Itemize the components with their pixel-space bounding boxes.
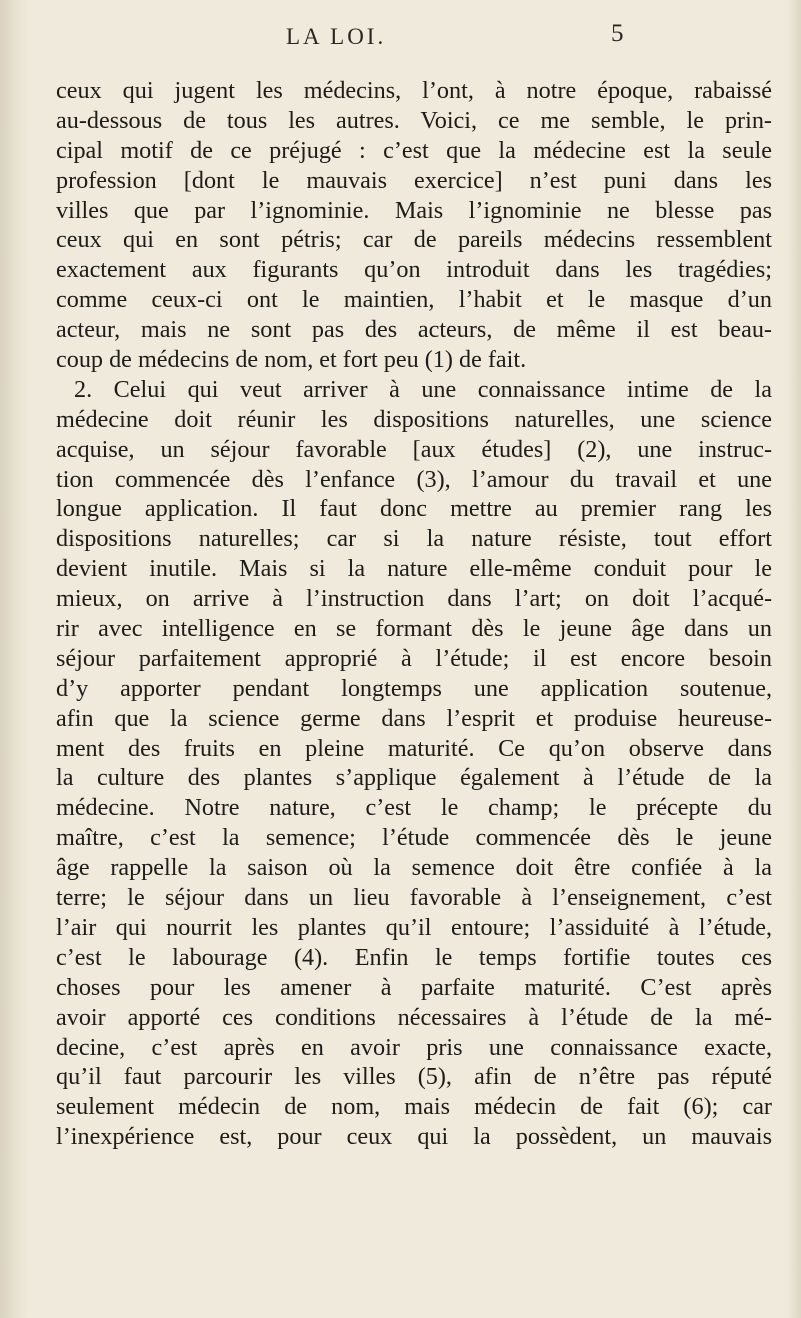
text-line: l’inexpérience est, pour ceux qui la possèdent, un mauvais xyxy=(56,1123,772,1151)
text-line: médecine. Notre nature, c’est le champ; le précepte du xyxy=(56,794,772,822)
paragraph-start-line: 2. Celui qui veut arriver à une connaissance intime de la xyxy=(74,375,772,403)
text-line: tion commencée dès l’enfance (3), l’amour du travail et une xyxy=(56,465,772,493)
text-line: séjour parfaitement approprié à l’étude; il est encore besoin xyxy=(56,644,772,672)
text-line: l’air qui nourrit les plantes qu’il entoure; l’assiduité à l’étude, xyxy=(56,913,772,941)
text-line: coup de médecins de nom, et fort peu (1) de fait. xyxy=(56,346,527,374)
text-line: c’est le labourage (4). Enfin le temps fortifie toutes ces xyxy=(56,943,772,971)
text-line: exactement aux figurants qu’on introduit dans les tragédies; xyxy=(56,256,772,284)
page-edge-shadow xyxy=(787,0,801,1318)
text-line: qu’il faut parcourir les villes (5), afin de n’être pas réputé xyxy=(56,1063,772,1091)
text-line: acquise, un séjour favorable [aux études] (2), une instruc- xyxy=(56,435,772,463)
text-line: acteur, mais ne sont pas des acteurs, de même il est beau- xyxy=(56,316,772,344)
text-line: ceux qui jugent les médecins, l’ont, à notre époque, rabaissé xyxy=(56,77,772,104)
text-line: choses pour les amener à parfaite maturité. C’est après xyxy=(56,973,772,1001)
text-line: médecine doit réunir les dispositions naturelles, une science xyxy=(56,405,772,433)
text-line: rir avec intelligence en se formant dès le jeune âge dans un xyxy=(56,615,772,643)
page-gutter-shadow xyxy=(0,0,28,1318)
text-line: cipal motif de ce préjugé : c’est que la médecine est la seule xyxy=(56,136,772,164)
text-line: afin que la science germe dans l’esprit et produise heureuse- xyxy=(56,704,772,732)
text-line: d’y apporter pendant longtemps une application soutenue, xyxy=(56,674,772,702)
text-line: seulement médecin de nom, mais médecin de fait (6); car xyxy=(56,1093,772,1121)
text-line: avoir apporté ces conditions nécessaires à l’étude de la mé- xyxy=(56,1003,772,1031)
text-line: villes que par l’ignominie. Mais l’ignominie ne blesse pas xyxy=(56,196,772,224)
text-line: au-dessous de tous les autres. Voici, ce me semble, le prin- xyxy=(56,106,772,134)
text-line: la culture des plantes s’applique également à l’étude de la xyxy=(56,764,772,792)
text-line: âge rappelle la saison où la semence doit être confiée à la xyxy=(56,854,772,882)
text-line: profession [dont le mauvais exercice] n’est puni dans les xyxy=(56,166,772,194)
body-text xyxy=(56,76,772,1152)
running-title: LA LOI. xyxy=(286,24,387,49)
text-line: maître, c’est la semence; l’étude commencée dès le jeune xyxy=(56,824,772,852)
text-line: comme ceux-ci ont le maintien, l’habit et le masque d’un xyxy=(56,286,772,314)
text-line: decine, c’est après en avoir pris une connaissance exacte, xyxy=(56,1033,772,1061)
text-line: dispositions naturelles; car si la nature résiste, tout effort xyxy=(56,525,772,553)
text-line: terre; le séjour dans un lieu favorable à l’enseignement, c’est xyxy=(56,884,772,912)
page-number: 5 xyxy=(611,20,624,47)
text-line: ceux qui en sont pétris; car de pareils médecins ressemblent xyxy=(56,226,772,254)
text-line: longue application. Il faut donc mettre au premier rang les xyxy=(56,495,772,523)
text-line: devient inutile. Mais si la nature elle-même conduit pour le xyxy=(56,555,772,583)
text-line: mieux, on arrive à l’instruction dans l’art; on doit l’acqué- xyxy=(56,585,772,613)
text-line: ment des fruits en pleine maturité. Ce qu’on observe dans xyxy=(56,734,772,762)
running-head xyxy=(0,20,801,60)
